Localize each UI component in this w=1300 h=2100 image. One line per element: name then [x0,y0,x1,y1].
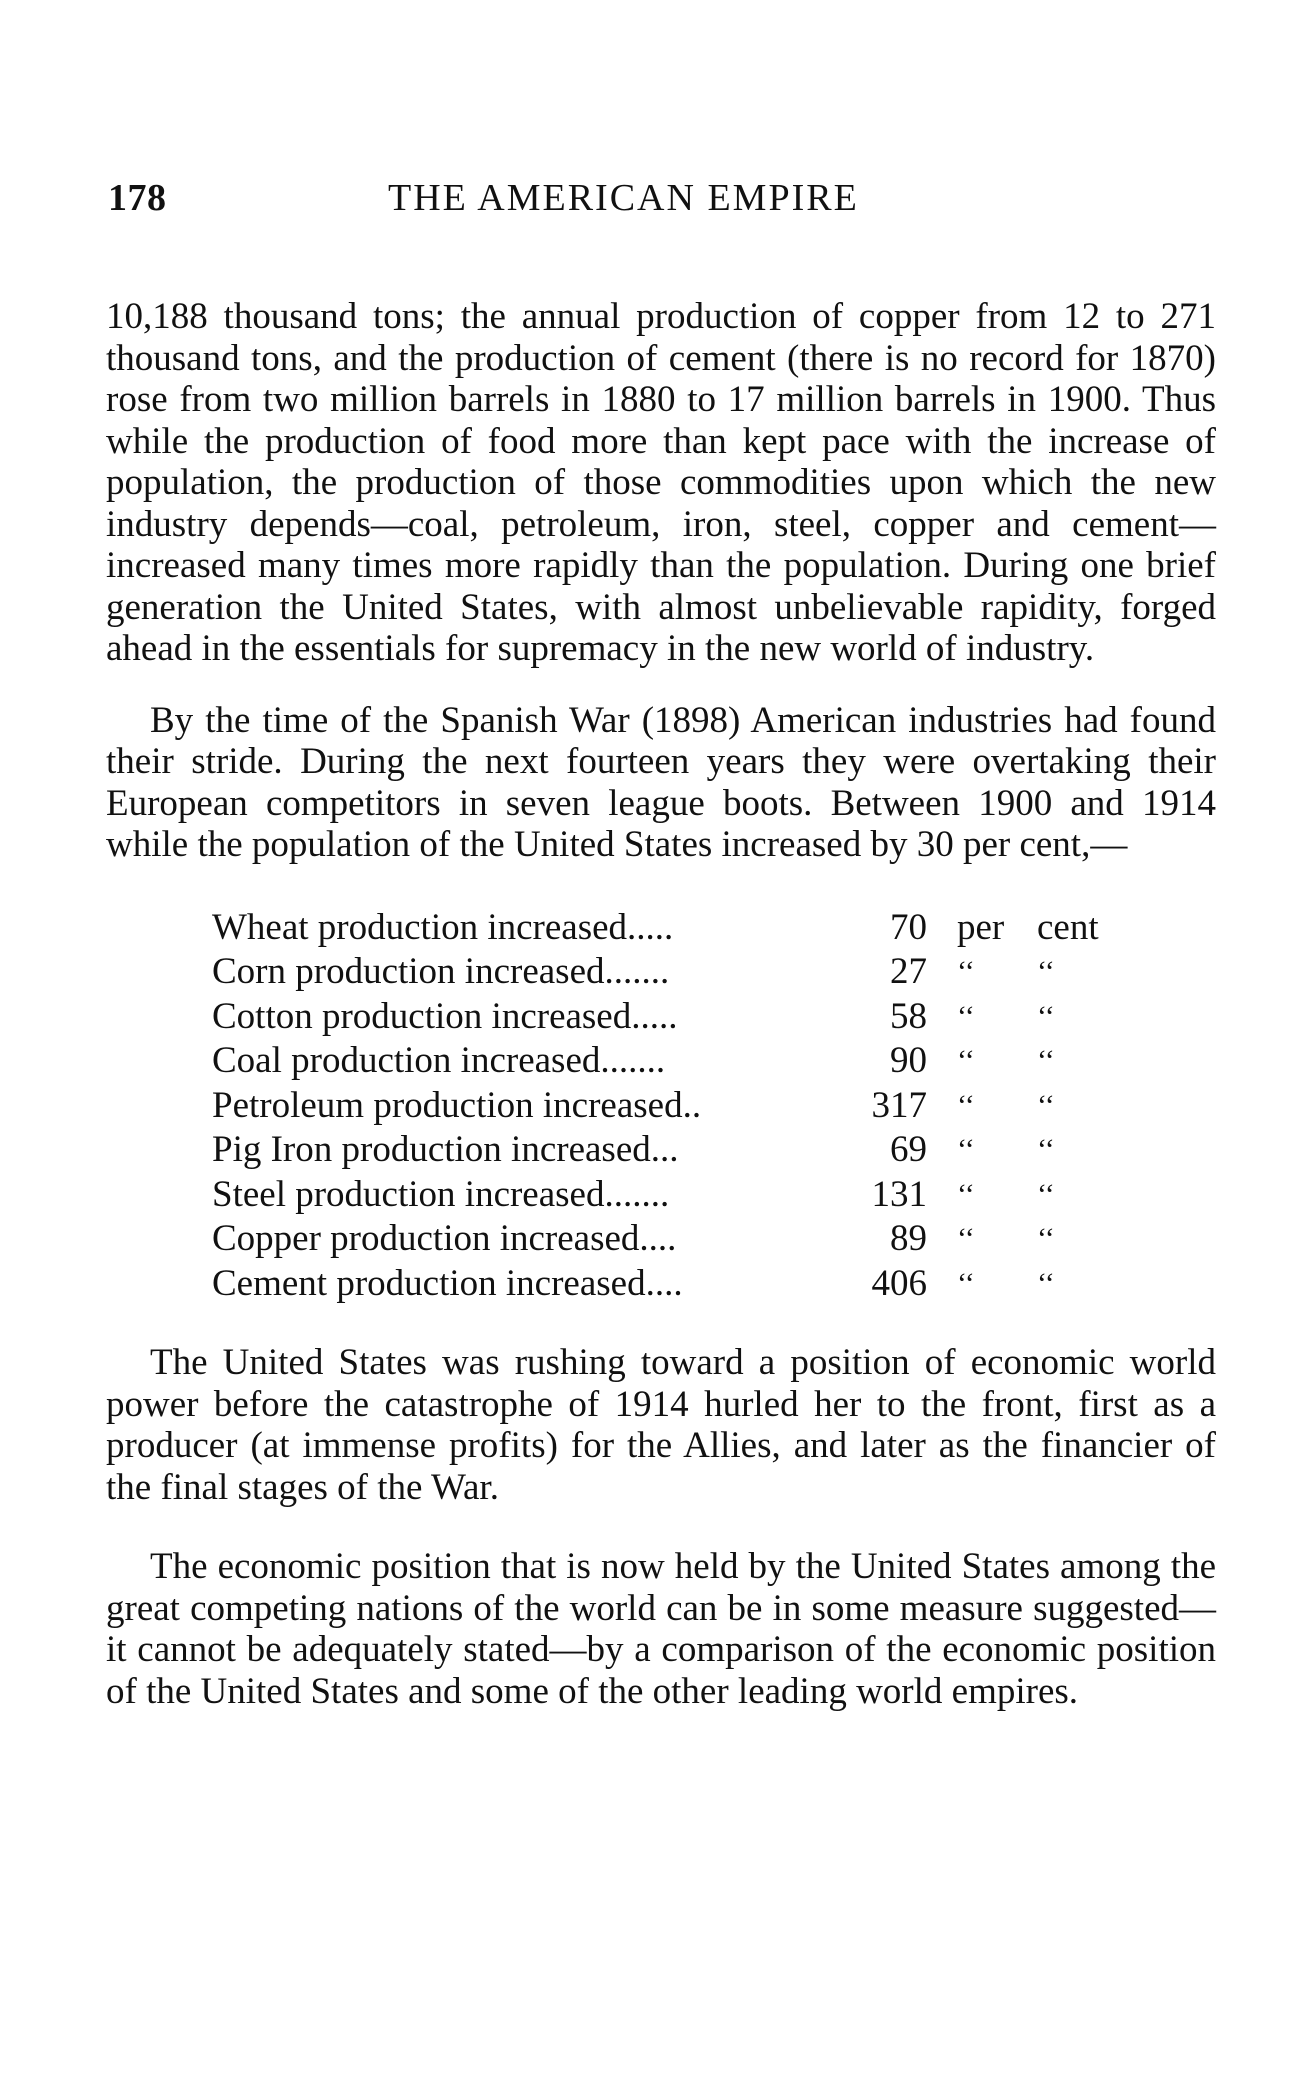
row-ditto-mark: ‘‘ [957,1222,975,1255]
row-label: Cotton production increased..... [212,995,678,1037]
row-value: 69 [890,1129,927,1170]
row-label: Coal production increased....... [212,1040,666,1081]
table-row [212,950,1132,995]
paragraph-1: 10,188 thousand tons; the annual production of copper from 12 to 271 thousand tons, and the production of cement (there is no record for 1870) rose from two million barrels in 1880 to 17 million barrels in 1900. Thus while the production of food more than kept pace with the increase of population, the production of those commodities upon which the new industry depends—coal, petroleum, iron, steel, copper and cement—increased many times more rapidly than the population. During one brief generation the United States, with almost unbelievable rapidity, forged ahead in the essentials for supremacy in the new world of industry. [106,296,1216,669]
paragraph-3: The United States was rushing toward a position of economic world power before the catastrophe of 1914 hurled her to the front, first as a producer (at immense profits) for the Allies, and later as the financier of the final stages of the War. [106,1342,1216,1508]
row-ditto-mark: ‘‘ [1037,955,1055,988]
row-ditto-mark: ‘‘ [1037,999,1055,1033]
row-label: Pig Iron production increased... [212,1129,679,1170]
row-value: 131 [871,1173,927,1215]
row-label: Corn production increased....... [212,951,670,992]
paragraph-4: The economic position that is now held by the United States among the great competing nations of the world can be in some measure suggested—it cannot be adequately stated—by a comparison of the economic position of the United States and some of the other leading world empires. [106,1546,1216,1712]
row-label: Copper production increased.... [212,1218,677,1259]
row-unit-per: per [957,906,1005,948]
row-label: Wheat production increased..... [212,906,674,948]
row-value: 406 [871,1262,927,1304]
row-ditto-mark: ‘‘ [1037,1044,1055,1077]
body-text [106,296,1216,1712]
row-ditto-mark: ‘‘ [957,1044,975,1077]
table-row [212,1173,1132,1218]
row-label: Cement production increased.... [212,1262,683,1304]
row-ditto-mark: ‘‘ [957,1088,975,1122]
row-ditto-mark: ‘‘ [1037,1088,1055,1122]
page-number: 178 [108,177,167,219]
row-ditto-mark: ‘‘ [1037,1266,1055,1300]
row-ditto-mark: ‘‘ [957,1266,975,1300]
row-unit-cent: cent [1037,906,1099,948]
row-ditto-mark: ‘‘ [957,955,975,988]
row-label: Steel production increased....... [212,1173,670,1215]
paragraph-2: By the time of the Spanish War (1898) American industries had found their stride. During the next fourteen years they were overtaking their European competitors in seven league boots. Between 1900 and 1914 while the population of the United States increased by 30 per cent,— [106,699,1216,865]
running-head [108,170,1213,230]
row-value: 70 [890,906,927,948]
table-row [212,1262,1132,1307]
table-row [212,995,1132,1040]
row-ditto-mark: ‘‘ [957,1133,975,1166]
row-ditto-mark: ‘‘ [1037,1222,1055,1255]
table-row [212,1217,1132,1262]
row-label: Petroleum production increased.. [212,1084,702,1126]
table-row [212,1039,1132,1084]
row-ditto-mark: ‘‘ [1037,1177,1055,1211]
row-value: 90 [890,1040,927,1081]
row-ditto-mark: ‘‘ [957,999,975,1033]
table-row [212,1128,1132,1173]
row-value: 317 [871,1084,927,1126]
row-value: 27 [890,951,927,992]
row-value: 58 [890,995,927,1037]
row-value: 89 [890,1218,927,1259]
row-ditto-mark: ‘‘ [957,1177,975,1211]
table-row [212,1084,1132,1129]
production-increase-table [212,906,1132,1307]
table-row [212,906,1132,951]
running-title: THE AMERICAN EMPIRE [388,177,859,219]
row-ditto-mark: ‘‘ [1037,1133,1055,1166]
